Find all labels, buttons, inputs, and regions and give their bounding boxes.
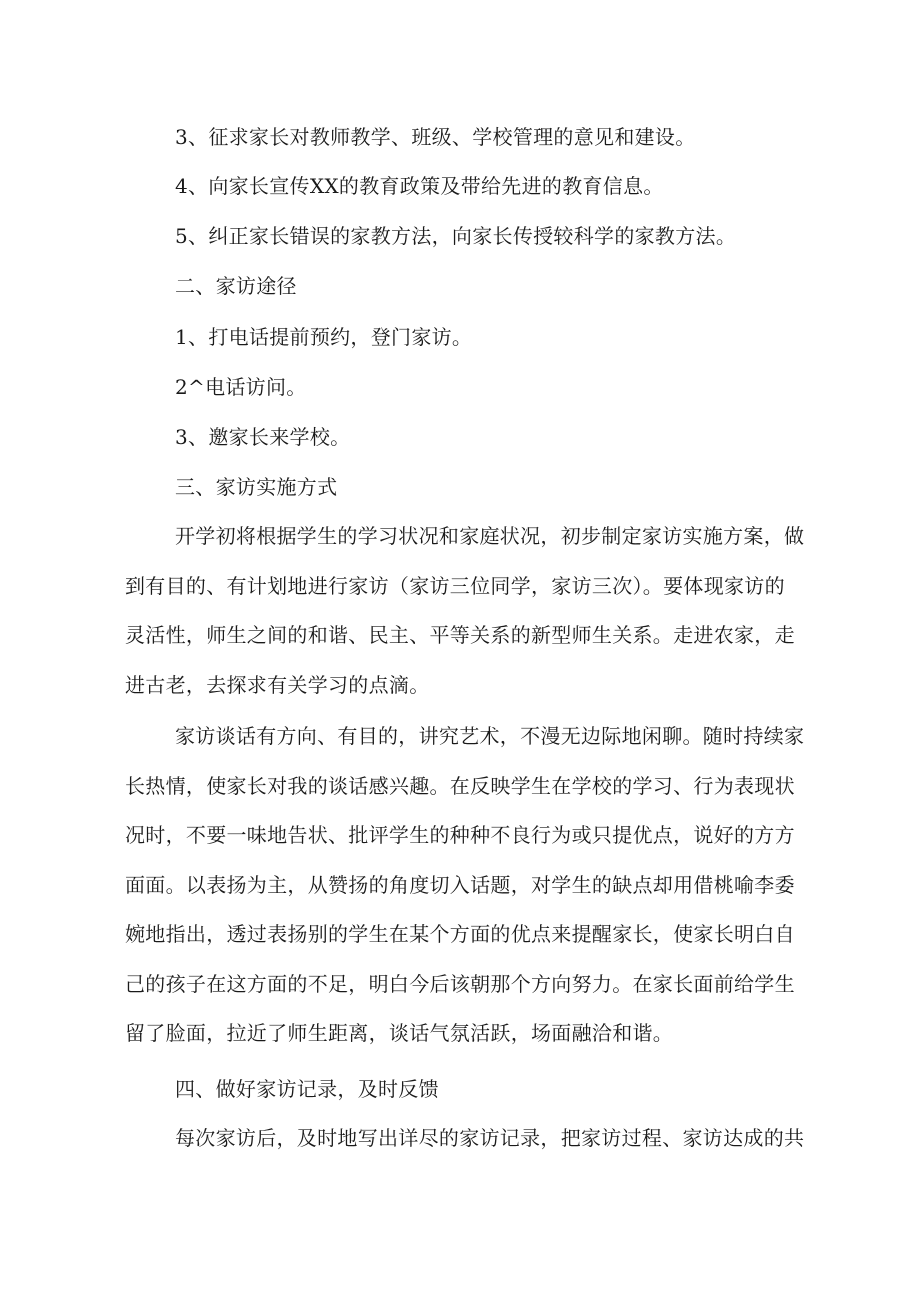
paragraph-line: 每次家访后，及时地写出详尽的家访记录，把家访过程、家访达成的共 bbox=[175, 1126, 805, 1150]
paragraph-line: 况时，不要一味地告状、批评学生的种种不良行为或只提优点，说好的方方 bbox=[125, 823, 795, 847]
paragraph bbox=[175, 1114, 805, 1164]
list-item: 2^电话访问。 bbox=[175, 375, 307, 399]
section-heading: 三、家访实施方式 bbox=[175, 475, 338, 499]
paragraph-line: 灵活性，师生之间的和谐、民主、平等关系的新型师生关系。走进农家，走 bbox=[125, 623, 795, 647]
paragraph-line: 婉地指出，透过表扬别的学生在某个方面的优点来提醒家长，使家长明白自 bbox=[125, 922, 795, 946]
paragraph bbox=[125, 712, 805, 1059]
paragraph-line: 开学初将根据学生的学习状况和家庭状况，初步制定家访实施方案，做 bbox=[175, 524, 805, 548]
paragraph-line: 进古老，去探求有关学习的点滴。 bbox=[125, 672, 430, 697]
paragraph-line: 己的孩子在这方面的不足，明白今后该朝那个方向努力。在家长面前给学生 bbox=[125, 971, 795, 996]
section-heading: 二、家访途径 bbox=[175, 274, 297, 298]
paragraph-line: 到有目的、有计划地进行家访（家访三位同学，家访三次）。要体现家访的 bbox=[125, 573, 785, 598]
paragraph-line: 留了脸面，拉近了师生距离，谈话气氛活跃，场面融洽和谐。 bbox=[125, 1021, 674, 1045]
paragraph-line: 面面。以表扬为主，从赞扬的角度切入话题，对学生的缺点却用借桃喻李委 bbox=[125, 872, 795, 897]
list-item: 4、向家长宣传XX的教育政策及带给先进的教育信息。 bbox=[175, 174, 664, 198]
paragraph-line: 长热情，使家长对我的谈话感兴趣。在反映学生在学校的学习、行为表现状 bbox=[125, 773, 795, 798]
paragraph bbox=[125, 512, 805, 710]
paragraph-line: 家访谈话有方向、有目的，讲究艺术，不漫无边际地闲聊。随时持续家 bbox=[175, 724, 805, 748]
list-item: 3、邀家长来学校。 bbox=[175, 425, 351, 449]
list-item: 3、征求家长对教师教学、班级、学校管理的意见和建设。 bbox=[175, 125, 696, 149]
section-heading: 四、做好家访记录，及时反馈 bbox=[175, 1077, 439, 1101]
list-item: 1、打电话提前预约，登门家访。 bbox=[175, 325, 473, 349]
list-item: 5、纠正家长错误的家教方法，向家长传授较科学的家教方法。 bbox=[175, 224, 737, 248]
